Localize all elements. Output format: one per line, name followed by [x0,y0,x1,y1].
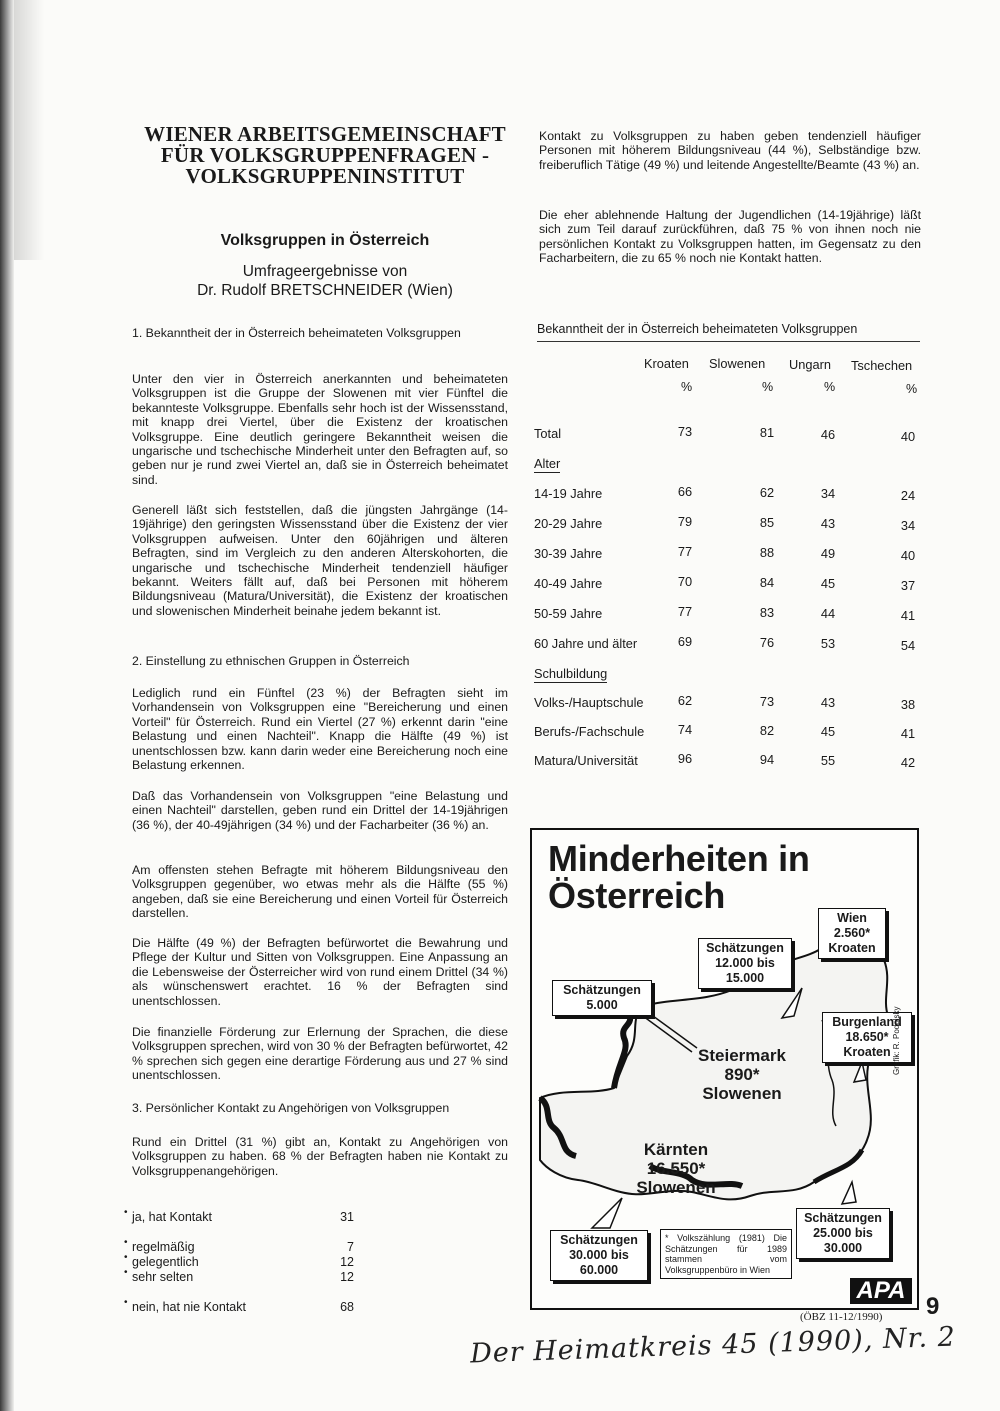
table-cell: 70 [677,574,693,589]
bullet-icon: • [124,1252,128,1263]
row-label: 40-49 Jahre [534,576,603,591]
section-alter-label: Alter [534,456,561,471]
table-cell: 62 [677,693,693,708]
callout-line: Schätzungen [706,941,784,955]
handwritten-note: Der Heimatkreis 45 (1990), Nr. 2 [469,1321,957,1370]
bullet-icon: • [124,1237,128,1248]
table-cell: 83 [759,605,775,620]
row-label: Matura/Universität [534,753,638,768]
contact-label: gelegentlich [132,1255,199,1269]
contact-label: nein, hat nie Kontakt [132,1300,246,1314]
region-line: 890* [724,1065,760,1084]
table-cell: 40 [900,429,916,444]
callout-line: 5.000 [586,998,618,1012]
article-title: Volksgruppen in Österreich [220,232,430,249]
callout-wien [818,908,886,959]
callout-estimate-burgenland [796,1208,890,1259]
col-header-tschechen: Tschechen [851,358,913,373]
callout-estimate-steiermark [552,980,652,1016]
table-rule [537,341,920,342]
row-label: 30-39 Jahre [534,546,603,561]
right-paragraph-2: Die eher ablehnende Haltung der Jugendlichen (14-19jährige) läßt sich zum Teil darauf zurückführen, daß 75 % von ihnen noch nie persönlichen Kontakt zu Volksgruppen hatten, im Gegensatz zu den Facharbeitern, die zu 65 % noch nie Kontakt hatten. [539,208,921,266]
table-cell: 69 [677,634,693,649]
paragraph-2: Generell läßt sich feststellen, daß die jüngsten Jahrgänge (14-19jährige) den geringsten Wissensstand über die Existenz der vier Volksgruppen aufweisen. Unter den 60jährigen und älteren Befragten, sind im Vergleich zu den anderen Alterskohorten, die ungarische und tschechische Minderheit tendenziell häufiger bekannt. Weiters fällt auf, daß bei Personen mit höherem Bildungsniveau (Matura/Universität), die Existenz der kroatischen und slowenischen Minderheit beinahe jedem bekannt ist. [132,503,508,618]
table-cell: 45 [820,724,836,739]
contact-label: sehr selten [132,1270,194,1284]
bullet-icon: • [124,1267,128,1278]
contact-row [124,1207,364,1225]
table-cell: 43 [820,695,836,710]
scan-shadow [14,0,44,260]
table-cell: 24 [900,488,916,503]
right-paragraph-1: Kontakt zu Volksgruppen zu haben geben tendenziell häufiger Personen mit höherem Bildungsniveau (44 %), Selbständige bzw. freiberuflich Tätige (49 %) und leitende Angestellte/Beamte (43 %) an. [539,129,921,172]
row-label: 50-59 Jahre [534,606,603,621]
map-title-line-2: Österreich [548,875,726,916]
table-cell: 38 [900,697,916,712]
section-2-heading: 2. Einstellung zu ethnischen Gruppen in Österreich [132,654,410,668]
callout-line: Kroaten [843,1045,891,1059]
section-schulbildung-label: Schulbildung [534,666,608,681]
contact-list [124,1207,364,1314]
table-cell: 44 [820,606,836,621]
row-label: Berufs-/Fachschule [534,724,645,739]
table-cell: 43 [820,516,836,531]
scan-edge [0,0,14,1411]
row-label: 14-19 Jahre [534,486,603,501]
article-subtitle [128,262,522,300]
contact-value: 68 [340,1300,354,1314]
row-label: Volks-/Hauptschule [534,695,644,710]
minorities-map [530,828,919,1310]
col-header-ungarn: Ungarn [789,357,831,372]
callout-line: Wien [837,911,867,925]
table-cell: 77 [677,604,693,619]
region-line: Slowenen [702,1084,782,1103]
region-line: Steiermark [698,1046,786,1065]
contact-row [124,1237,364,1255]
table-title: Bekanntheit der in Österreich beheimateten Volksgruppen [537,322,858,336]
table-cell: 41 [900,608,916,623]
section-alter [534,456,560,471]
contact-value: 12 [340,1270,354,1284]
contact-label: ja, hat Kontakt [132,1210,212,1224]
subtitle-line-1: Umfrageergebnisse von [242,263,408,280]
contact-value: 7 [347,1240,354,1254]
callout-line: 18.650* [845,1030,889,1044]
paragraph-5: Am offensten stehen Befragte mit höherem Bildungsniveau den Volksgruppen gegenüber, wo etwas mehr als die Hälfte (55 %) angeben, daß sie eine Bereicherung und einen Vorteil für Österreich darstellen. [132,863,508,921]
callout-line: 12.000 bis [715,956,775,970]
table-cell: 79 [677,514,693,529]
institute-name [128,124,522,187]
callout-line: Schätzungen [563,983,641,997]
paragraph-8: Rund ein Drittel (31 %) gibt an, Kontakt zu Angehörigen von Volksgruppen zu haben. 68 % der Befragten haben nie Kontakt zu Volksgruppenangehörigen. [132,1135,508,1178]
paragraph-7: Die finanzielle Förderung zur Erlernung der Sprachen, die diese Volksgruppen sprechen, wird von 30 % der Befragten befürwortet, 42 % sprechen sich gegen eine derartige Förderung aus und 27 % sind unentschlossen. [132,1025,508,1083]
institute-line-2: FÜR VOLKSGRUPPENFRAGEN - [160,143,490,167]
callout-line: 25.000 bis [813,1226,873,1240]
table-cell: 88 [759,545,775,560]
table-cell: 66 [677,484,693,499]
callout-line: Kroaten [828,941,876,955]
table-cell: 53 [820,636,836,651]
contact-value: 31 [340,1210,354,1224]
table-cell: 74 [677,722,693,737]
map-footnote: * Volkszählung (1981) Die Schätzungen für 1989 stammen vom Volksgruppenbüro in Wien [660,1229,792,1279]
map-title [548,840,810,914]
region-line: 16.550* [646,1159,706,1178]
contact-label: regelmäßig [132,1240,195,1254]
contact-row [124,1297,364,1315]
callout-line: Burgenland [832,1015,902,1029]
section-3-heading: 3. Persönlicher Kontakt zu Angehörigen von Volksgruppen [132,1101,450,1115]
callout-line: 2.560* [833,926,871,940]
region-line: Slowenen [636,1178,716,1197]
source-citation: (ÖBZ 11-12/1990) [800,1311,883,1323]
callout-line: 30.000 [823,1241,863,1255]
unit-label: % [824,380,836,394]
table-cell: 55 [820,753,836,768]
region-line: Kärnten [643,1140,709,1159]
paragraph-3: Lediglich rund ein Fünftel (23 %) der Befragten sieht im Vorhandensein von Volksgruppen eine "Bereicherung und einen Vorteil" für Österreich. Rund ein Viertel (27 %) erkennt darin "eine Belastung und einen Nachteil". Knapp die Hälfte (49 %) ist unentschlossen bzw. kann darin weder eine Bereicherung noch eine Belastung erkennen. [132,686,508,773]
contact-value: 12 [340,1255,354,1269]
callout-line: Schätzungen [804,1211,882,1225]
table-cell: 73 [677,424,693,439]
table-cell: 34 [820,486,836,501]
table-cell: 41 [900,726,916,741]
table-cell: 49 [820,546,836,561]
callout-line: 60.000 [579,1263,619,1277]
table-cell: 62 [759,485,775,500]
contact-row [124,1267,364,1285]
table-cell: 76 [759,635,775,650]
unit-label: % [681,380,693,394]
region-kaernten [620,1140,732,1197]
col-header-slowenen: Slowenen [709,356,766,371]
paragraph-4: Daß das Vorhandensein von Volksgruppen "eine Belastung und einen Nachteil" darstellen, geben rund ein Drittel der 14-19jährigen (36 %), der 40-49jährigen (34 %) und der Facharbeiter (36 %) an. [132,789,508,832]
page-number: 9 [926,1293,940,1320]
col-header-kroaten: Kroaten [644,356,689,371]
region-steiermark [682,1046,802,1103]
table-cell: 40 [900,548,916,563]
callout-line: Schätzungen [560,1233,638,1247]
table-cell: 42 [900,755,916,770]
institute-line-1: WIENER ARBEITSGEMEINSCHAFT [144,122,506,146]
table-cell: 81 [759,425,775,440]
table-cell: 85 [759,515,775,530]
table-cell: 46 [820,427,836,442]
table-cell: 54 [900,638,916,653]
table-cell: 73 [759,694,775,709]
apa-logo: APA [850,1278,912,1304]
row-label: 20-29 Jahre [534,516,603,531]
table-cell: 77 [677,544,693,559]
row-label-total: Total [534,426,562,441]
contact-row [124,1252,364,1270]
author-line: Dr. Rudolf BRETSCHNEIDER (Wien) [197,282,453,299]
table-cell: 45 [820,576,836,591]
callout-line: 15.000 [725,971,765,985]
paragraph-6: Die Hälfte (49 %) der Befragten befürwortet die Bewahrung und Pflege der Kultur und Sitten von Volksgruppen. Eine Anpassung an die Lebensweise der Österreicher wird von rund einem Drittel (34 %) als wünschenswert erachtet. 16 % der Befragten sind unentschlossen. [132,936,508,1008]
institute-line-3: VOLKSGRUPPENINSTITUT [185,164,465,188]
paragraph-1: Unter den vier in Österreich anerkannten und beheimateten Volksgruppen ist die Gruppe der Slowenen mit vier Fünftel die bekannteste Volksgruppe. Ebenfalls sehr hoch ist der Wissensstand, mit knapp drei Viertel, über die Existenz der kroatischen Volksgruppe. Eine deutlich geringere Bekanntheit weisen die ungarische und tschechische Minderheit unter den Befragten auf, so geben nur je rund zwei Viertel an, daß sie in Österreich beheimatet sind. [132,372,508,487]
unit-label: % [906,382,918,396]
table-cell: 96 [677,751,693,766]
table-cell: 82 [759,723,775,738]
table-cell: 84 [759,575,775,590]
table-cell: 37 [900,578,916,593]
bullet-icon: • [124,1297,128,1308]
callout-estimate-wien [698,938,792,989]
row-label: 60 Jahre und älter [534,636,638,651]
callout-line: 30.000 bis [569,1248,629,1262]
map-credit: Grafik: R. Podolsky [892,1006,901,1075]
map-title-line-1: Minderheiten in [548,838,810,879]
section-1-heading: 1. Bekanntheit der in Österreich beheimateten Volksgruppen [132,326,461,340]
table-cell: 34 [900,518,916,533]
table-cell: 94 [759,752,775,767]
callout-estimate-kaernten [550,1230,648,1281]
bullet-icon: • [124,1207,128,1218]
unit-label: % [762,380,774,394]
section-schulbildung [534,666,607,681]
